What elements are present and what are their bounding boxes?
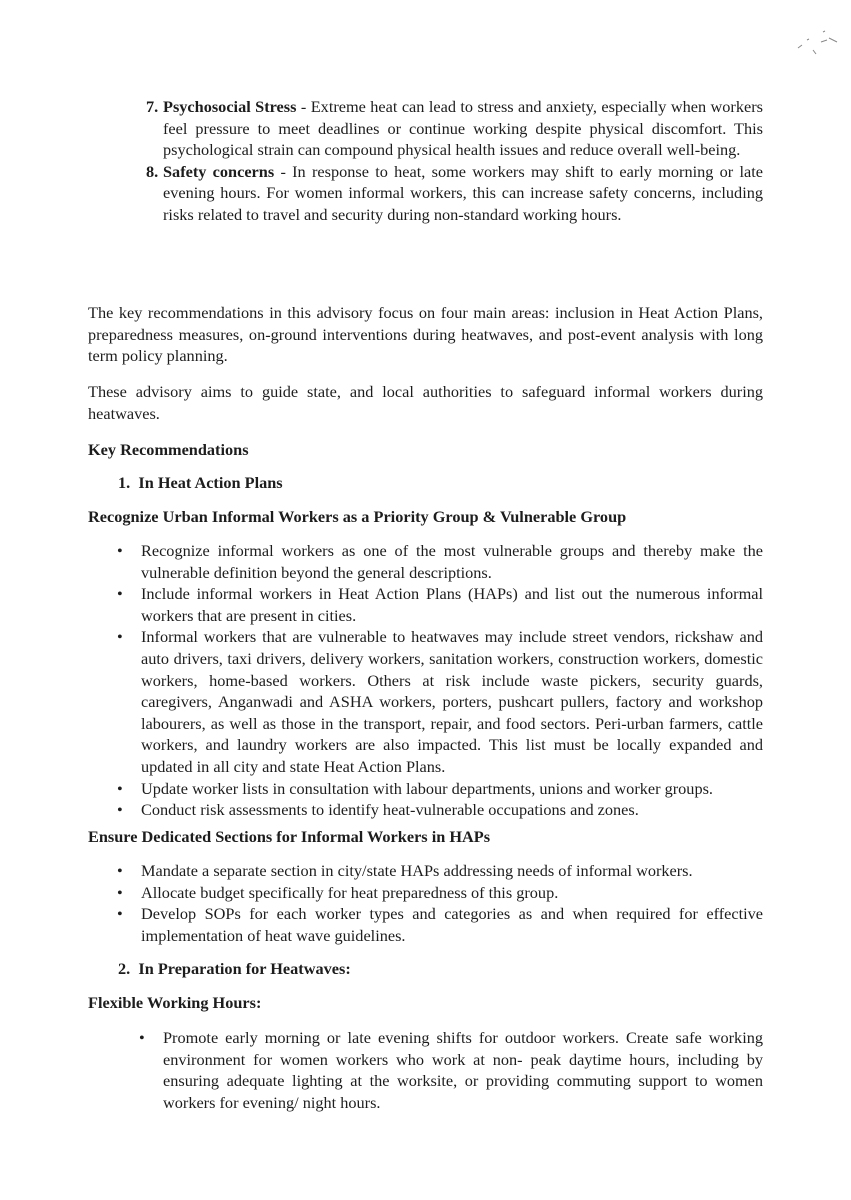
bullet-list-recognize xyxy=(117,540,763,821)
list-item-psychosocial-stress xyxy=(146,96,763,161)
list-item xyxy=(117,626,763,777)
list-item-safety-concerns xyxy=(146,161,763,226)
item-text: - In response to heat, some workers may shift to early morning or late evening hours. For women informal workers, this can increase safety concerns, including risks related to travel and security during non-standard working hours. xyxy=(163,161,763,224)
list-item xyxy=(117,903,763,946)
bullet-icon: • xyxy=(117,778,123,798)
bullet-icon: • xyxy=(117,627,123,647)
bullet-icon: • xyxy=(117,584,123,604)
section-title: In Heat Action Plans xyxy=(138,473,283,492)
bullet-icon: • xyxy=(117,882,123,902)
bullet-text: Include informal workers in Heat Action Plans (HAPs) and list out the numerous informal workers that are present in cities. xyxy=(141,584,763,625)
bullet-text: Conduct risk assessments to identify heat-vulnerable occupations and zones. xyxy=(141,800,639,820)
bullet-text: Recognize informal workers as one of the most vulnerable groups and thereby make the vulnerable definition beyond the general descriptions. xyxy=(141,541,763,582)
bullet-icon: • xyxy=(117,800,123,820)
section-heading-preparation xyxy=(118,958,351,980)
bullet-text: Promote early morning or late evening shifts for outdoor workers. Create safe working environment for women workers who work at non- peak daytime hours, including by ensuring adequate lighting at the worksite, or providing commuting support to women workers for evening/ night hours. xyxy=(163,1028,763,1112)
paragraph-advisory-aim: These advisory aims to guide state, and local authorities to safeguard informal workers during heatwaves. xyxy=(88,382,763,423)
bullet-text: Update worker lists in consultation with labour departments, unions and worker groups. xyxy=(141,778,713,798)
list-item xyxy=(117,860,763,882)
bullet-icon: • xyxy=(117,904,123,924)
subheading-flexible-hours: Flexible Working Hours: xyxy=(88,993,262,1012)
item-number: 8. xyxy=(146,161,159,181)
bullet-icon: • xyxy=(139,1028,145,1047)
bullet-text: Allocate budget specifically for heat preparedness of this group. xyxy=(141,882,559,902)
intro-numbered-list xyxy=(146,96,763,226)
item-text: - Extreme heat can lead to stress and anxiety, especially when workers feel pressure to meet deadlines or continue working despite physical discomfort. This psychological strain can compound physical health issues and reduce overall well-being. xyxy=(163,97,763,160)
scan-marks-decoration xyxy=(793,20,843,70)
bullet-text: Develop SOPs for each worker types and categories as and when required for effective implementation of heat wave guidelines. xyxy=(141,904,763,945)
bullet-list-dedicated-sections xyxy=(117,860,763,946)
heading-key-recommendations: Key Recommendations xyxy=(88,440,249,459)
section-heading-heat-action-plans xyxy=(118,472,283,494)
section-number: 1. xyxy=(118,473,131,492)
list-item xyxy=(117,799,763,821)
list-item xyxy=(117,882,763,904)
paragraph-key-recommendations-intro: The key recommendations in this advisory focus on four main areas: inclusion in Heat Action Plans, preparedness measures, on-ground interventions during heatwaves, and post-event analysis with long term policy planning. xyxy=(88,303,763,366)
bullet-text: Mandate a separate section in city/state HAPs addressing needs of informal workers. xyxy=(141,861,693,880)
item-number: 7. xyxy=(146,97,159,116)
bullet-icon: • xyxy=(117,861,123,880)
bullet-text: Informal workers that are vulnerable to heatwaves may include street vendors, rickshaw and auto drivers, taxi drivers, delivery workers, sanitation workers, construction workers, domestic workers, home-based workers. Others at risk include waste pickers, security guards, caregivers, Anganwadi and ASHA workers, porters, pushcart pullers, factory and workshop labourers, as well as those in the transport, repair, and food sectors. Peri-urban farmers, cattle workers, and laundry workers are also impacted. This list must be locally expanded and updated in all city and state Heat Action Plans. xyxy=(141,627,763,776)
section-number: 2. xyxy=(118,959,131,978)
list-item xyxy=(139,1027,763,1113)
list-item xyxy=(117,583,763,626)
subheading-recognize-workers: Recognize Urban Informal Workers as a Priority Group & Vulnerable Group xyxy=(88,507,627,526)
subheading-dedicated-sections: Ensure Dedicated Sections for Informal Workers in HAPs xyxy=(88,827,491,846)
list-item xyxy=(117,778,763,800)
bullet-list-flexible-hours xyxy=(139,1027,763,1113)
item-title: Psychosocial Stress xyxy=(163,97,297,116)
list-item xyxy=(117,540,763,583)
item-title: Safety concerns xyxy=(163,161,275,181)
section-title: In Preparation for Heatwaves: xyxy=(138,959,351,978)
bullet-icon: • xyxy=(117,541,123,560)
